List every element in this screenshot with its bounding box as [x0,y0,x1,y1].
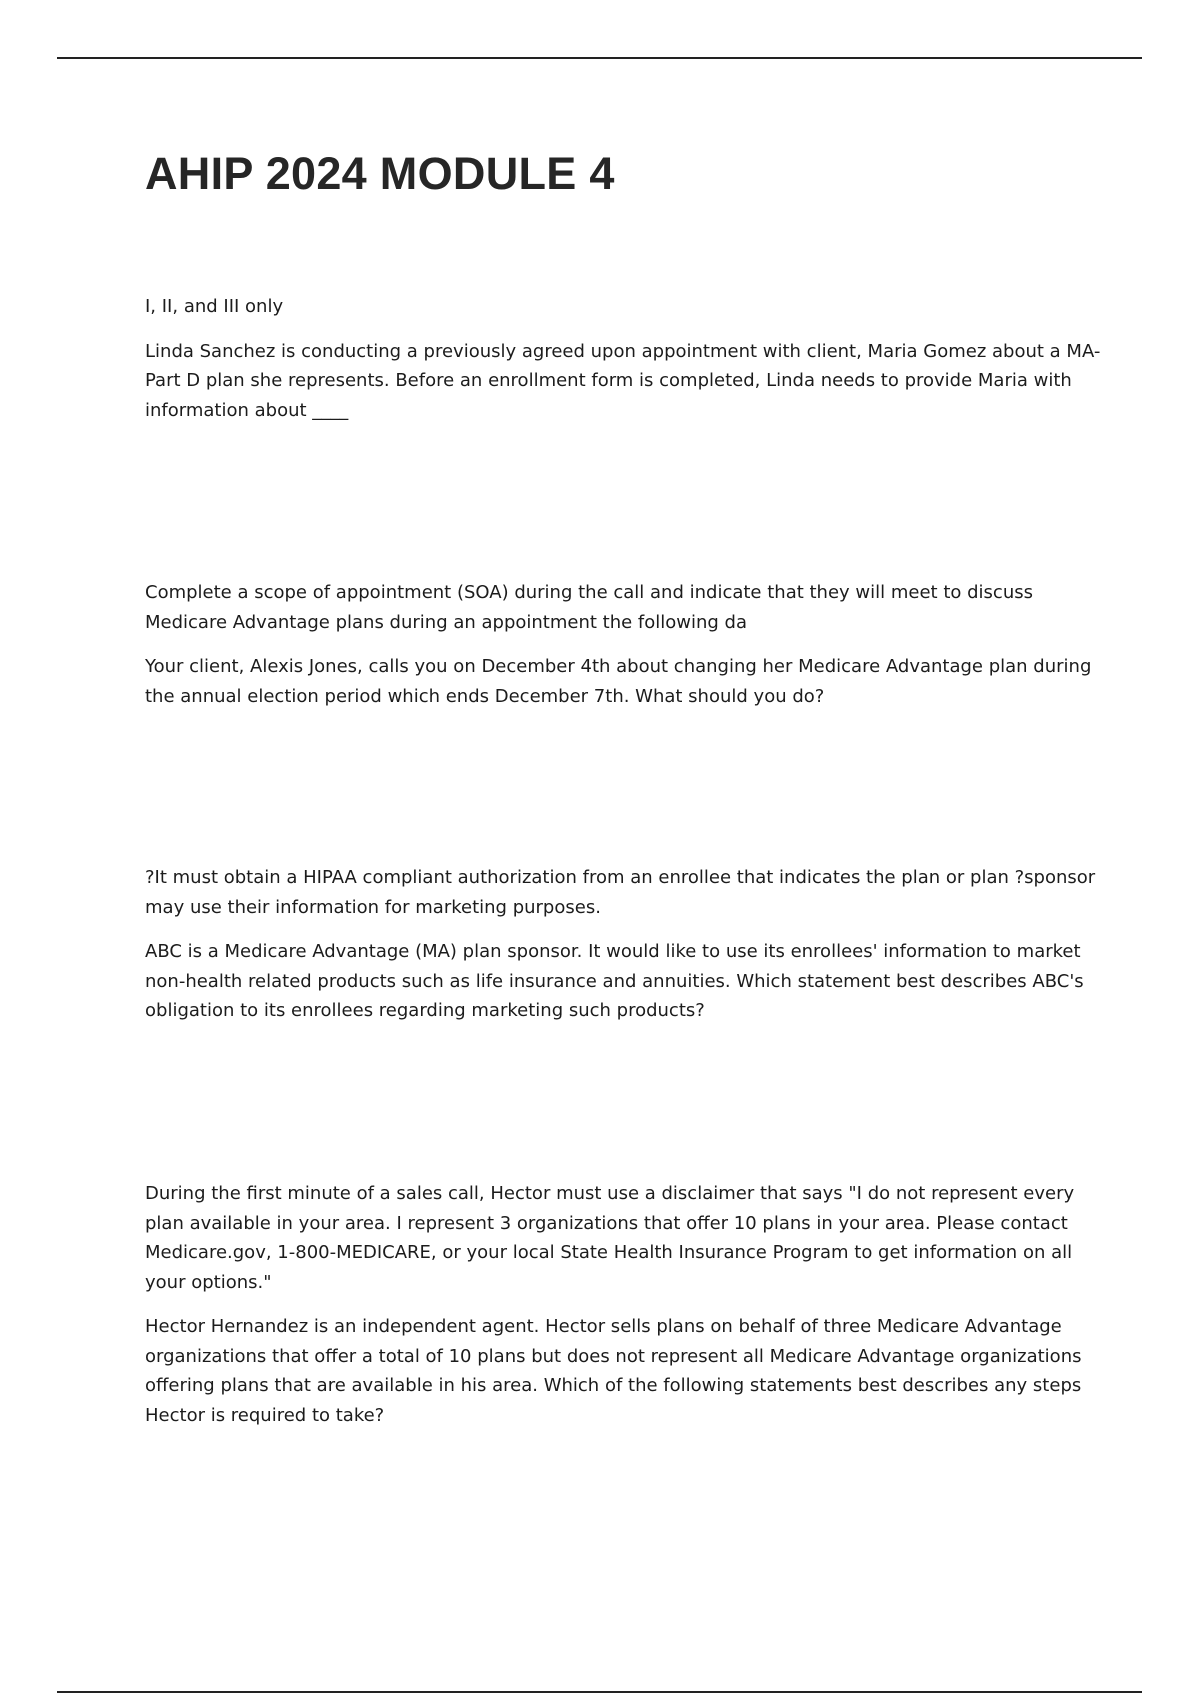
flashcard-question: Linda Sanchez is conducting a previously agreed upon appointment with client, Maria Gomez about a MA-Part D plan she represents. Before an enrollment form is completed, Linda needs to provide Maria with information about ____ [145,340,1101,421]
document-title: AHIP 2024 MODULE 4 [145,148,615,199]
flashcard-question: Your client, Alexis Jones, calls you on December 4th about changing her Medicare Advantage plan during the annual election period which ends December 7th. What should you do? [145,656,1092,707]
flashcard-answer: ?It must obtain a HIPAA compliant authorization from an enrollee that indicates the plan or plan ?sponsor may use their information for marketing purposes. [145,867,1096,918]
flashcard-question: Hector Hernandez is an independent agent. Hector sells plans on behalf of three Medicare Advantage organizations that offer a total of 10 plans but does not represent all Medicare Advantage organizations offering plans that are available in his area. Which of the following statements best describes any steps Hector is required to take? [145,1316,1082,1426]
flashcard-2 [145,578,1105,711]
bottom-divider [57,1691,1142,1693]
flashcard-1 [145,292,1105,425]
flashcard-answer: Complete a scope of appointment (SOA) during the call and indicate that they will meet to discuss Medicare Advantage plans during an appointment the following da [145,582,1033,633]
top-divider [57,57,1142,59]
flashcard-3 [145,863,1105,1026]
flashcard-question: ABC is a Medicare Advantage (MA) plan sponsor. It would like to use its enrollees' information to market non-health related products such as life insurance and annuities. Which statement best describes ABC's obligation to its enrollees regarding marketing such products? [145,941,1084,1021]
flashcard-4 [145,1179,1105,1430]
flashcard-answer: During the first minute of a sales call, Hector must use a disclaimer that says "I do not represent every plan available in your area. I represent 3 organizations that offer 10 plans in your area. Please contact Medicare.gov, 1-800-MEDICARE, or your local State Health Insurance Program to get information on all your options." [145,1183,1075,1293]
flashcard-answer: I, II, and III only [145,296,284,317]
